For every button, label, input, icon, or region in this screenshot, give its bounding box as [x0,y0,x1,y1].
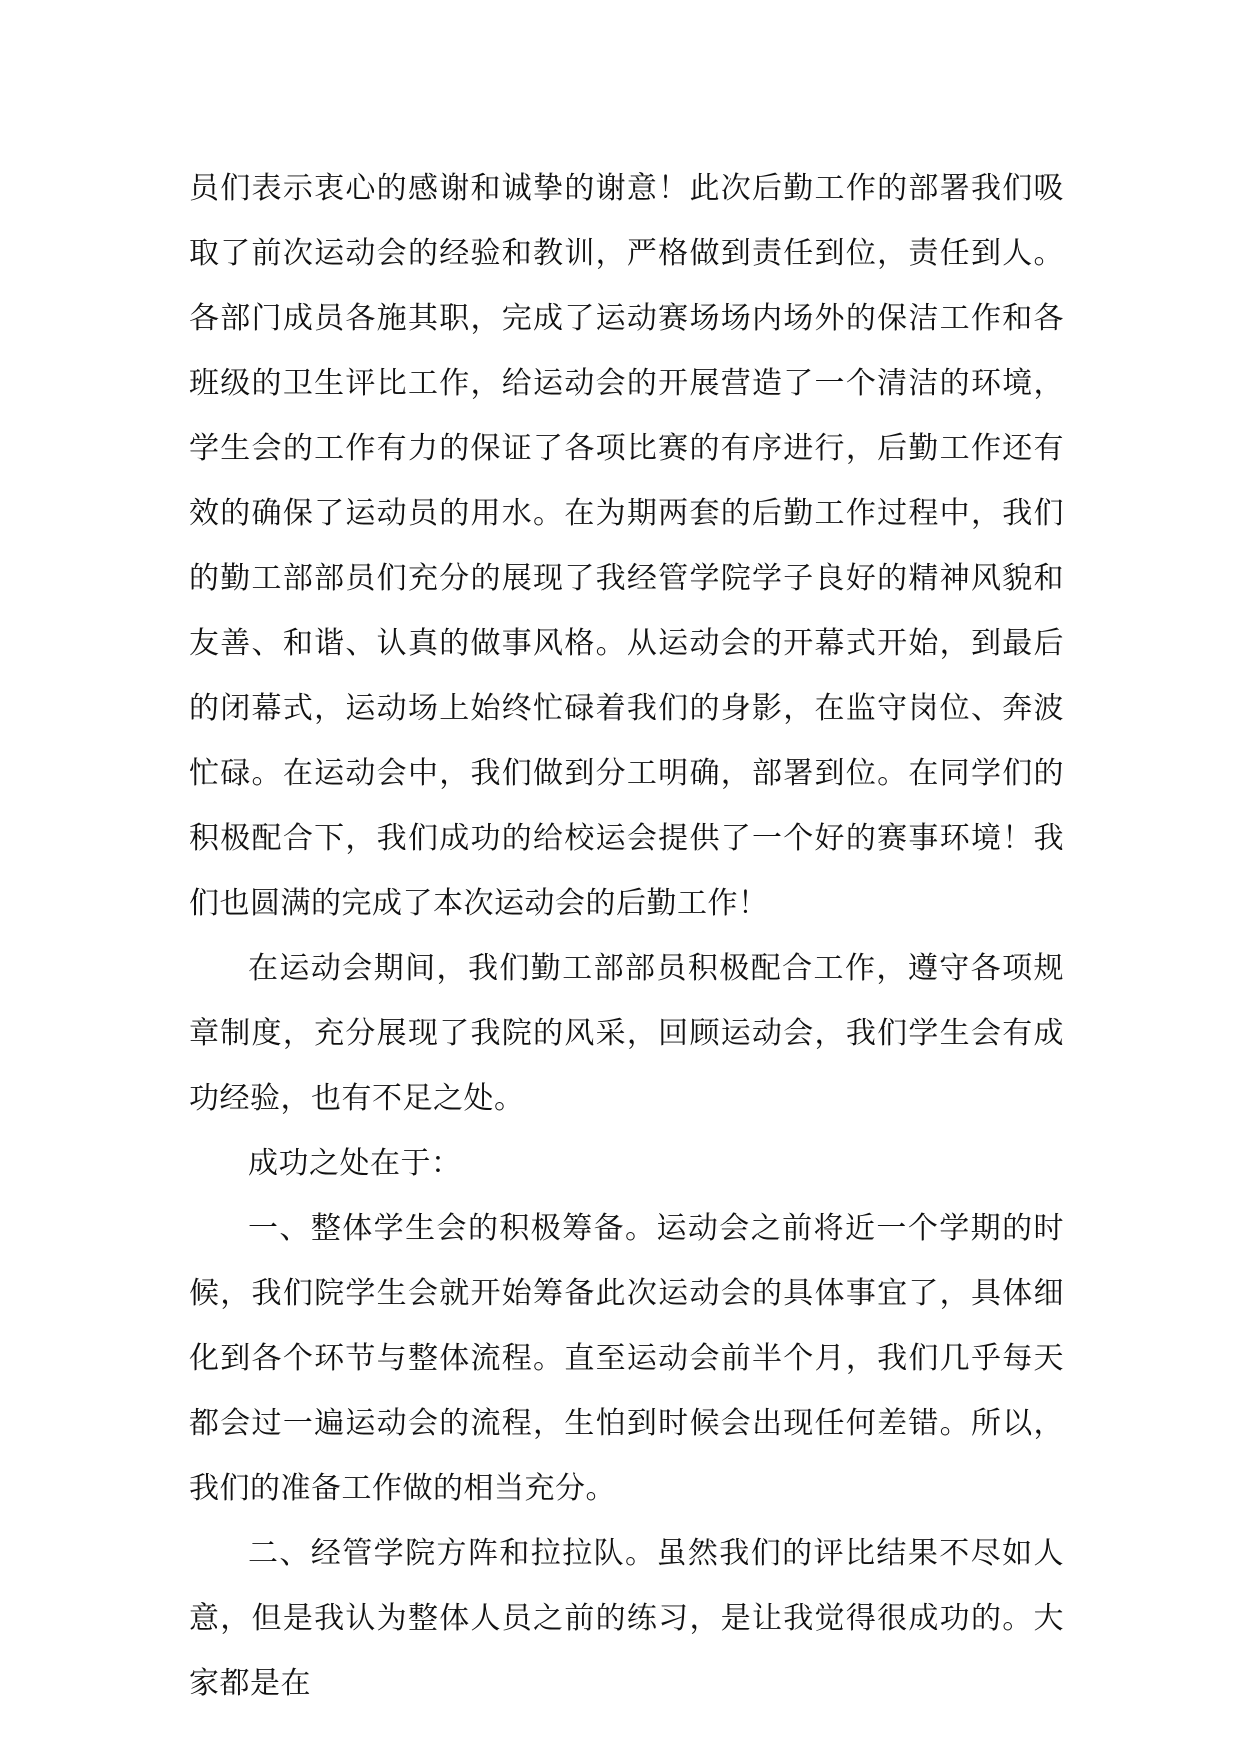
document-body [189,156,1064,1716]
paragraph-during-games: 在运动会期间，我们勤工部部员积极配合工作，遵守各项规章制度，充分展现了我院的风采，回顾运动会，我们学生会有成功经验，也有不足之处。 [189,951,1064,1116]
paragraph-point-one: 一、整体学生会的积极筹备。运动会之前将近一个学期的时候，我们院学生会就开始筹备此次运动会的具体事宜了，具体细化到各个环节与整体流程。直至运动会前半个月，我们几乎每天都会过一遍运动会的流程，生怕到时候会出现任何差错。所以，我们的准备工作做的相当充分。 [189,1211,1064,1506]
paragraph-continuation: 员们表示衷心的感谢和诚挚的谢意！此次后勤工作的部署我们吸取了前次运动会的经验和教训，严格做到责任到位，责任到人。各部门成员各施其职，完成了运动赛场场内场外的保洁工作和各班级的卫生评比工作，给运动会的开展营造了一个清洁的环境，学生会的工作有力的保证了各项比赛的有序进行，后勤工作还有效的确保了运动员的用水。在为期两套的后勤工作过程中，我们的勤工部部员们充分的展现了我经管学院学子良好的精神风貌和友善、和谐、认真的做事风格。从运动会的开幕式开始，到最后的闭幕式，运动场上始终忙碌着我们的身影，在监守岗位、奔波忙碌。在运动会中，我们做到分工明确，部署到位。在同学们的积极配合下，我们成功的给校运会提供了一个好的赛事环境！我们也圆满的完成了本次运动会的后勤工作！ [189,171,1064,921]
paragraph-point-two: 二、经管学院方阵和拉拉队。虽然我们的评比结果不尽如人意，但是我认为整体人员之前的练习，是让我觉得很成功的。大家都是在 [189,1536,1064,1701]
paragraph-success-heading: 成功之处在于： [248,1146,462,1181]
